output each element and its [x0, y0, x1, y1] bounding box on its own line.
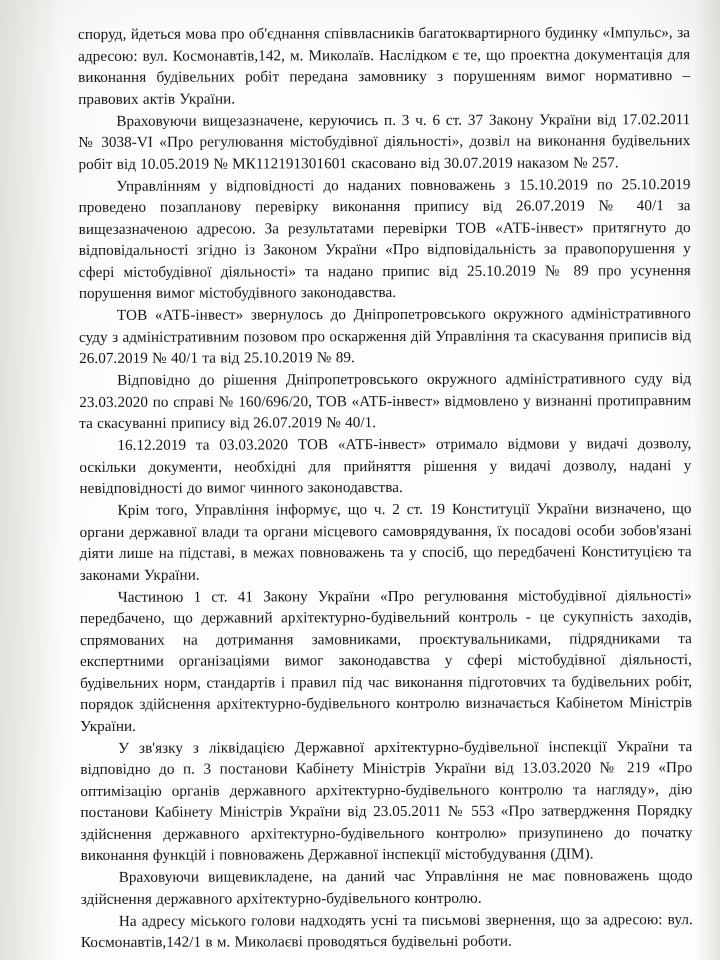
paragraph: У зв'язку з ліквідацією Державної архітектурно-будівельної інспекції України та відповідно до п. 3 постанови Кабінету Міністрів України від 13.03.2020 № 219 «Про оптимізацію органів державного архітектурно-будівельного контролю та нагляду», дію постанови Кабінету Міністрів України від 23.05.2011 № 553 «Про затвердження Порядку здійснення державного архітектурно-будівельного контролю» призупинено до початку виконання функцій і повноважень Державної інспекції містобудування (ДІМ). — [80, 737, 693, 864]
paragraph: Крім того, Управління інформує, що ч. 2 ст. 19 Конституції України визначено, що органи державної влади та органи місцевого самоврядування, їх посадові особи зобов'язані діяти лише на підставі, в межах повноважень та у спосіб, що передбачені Конституцією та законами України. — [79, 500, 692, 584]
paragraph: Управлінням у відповідності до наданих повноважень з 15.10.2019 по 25.10.2019 проведено позапланову перевірку виконання припису від 26.07.2019 № 40/1 за вищезазначеною адресою. За результатами перевірки ТОВ «АТБ-інвест» притягнуто до відповідальності згідно із Законом України «Про відповідальність за правопорушення у сфері містобудівної діяльності» та надано припис від 25.10.2019 № 89 про усунення порушення вимог містобудівного законодавства. — [78, 175, 691, 302]
paragraph: Частиною 1 ст. 41 Закону України «Про регулювання містобудівної діяльності» передбачено, що державний архітектурно-будівельний контроль - це сукупність заходів, спрямованих на дотримання замовниками, проєктувальниками, підрядниками та експертними організаціями вимог законодавства у сфері містобудівної діяльності, будівельних норм, стандартів і правил під час виконання підготовчих та будівельних робіт, порядок здійснення архітектурно-будівельного контролю визначається Кабінетом Міністрів України. — [79, 586, 693, 735]
paragraph: ТОВ «АТБ-інвест» звернулось до Дніпропетровського окружного адміністративного суду з адміністративним позовом про оскарження дій Управління та скасування приписів від 26.07.2019 № 40/1 та від 25.10.2019 № 89. — [78, 305, 692, 367]
paragraph: споруд, йдеться мова про об'єднання співвласників багатоквартирного будинку «Імпульс», за адресою: вул. Космонавтів,142, м. Миколаїв. Наслідком є те, що проектна документація для виконання будівельних робіт передана замовнику з порушенням вимог нормативно – правових актів України. — [78, 24, 691, 108]
document-text-body — [78, 22, 693, 953]
paragraph: 16.12.2019 та 03.03.2020 ТОВ «АТБ-інвест» отримало відмови у видачі дозволу, оскільки документи, необхідні для прийняття рішення у видачі дозволу, надані у невідповідності до вимог чинного законодавства. — [79, 435, 692, 497]
paragraph: Враховуючи вищевикладене, на даний час Управління не має повноважень щодо здійснення державного архітектурно-будівельного контролю. — [80, 867, 693, 908]
paragraph: На адресу міського голови надходять усні та письмові звернення, що за адресою: вул. Космонавтів,142/1 в м. Миколаєві проводяться будівельні роботи. — [80, 910, 693, 951]
paragraph: Враховуючи вищезазначене, керуючись п. 3 ч. 6 ст. 37 Закону України від 17.02.2011 № 3038-VI «Про регулювання містобудівної діяльності», дозвіл на виконання будівельних робіт від 10.05.2019 № МК112191301601 скасовано від 30.07.2019 наказом № 257. — [78, 110, 691, 173]
paragraph: Відповідно до рішення Дніпропетровського окружного адміністративного суду від 23.03.2020 по справі № 160/696/20, ТОВ «АТБ-інвест» відмовлено у визнанні протиправним та скасуванні припису від 26.07.2019 № 40/1. — [79, 370, 692, 432]
